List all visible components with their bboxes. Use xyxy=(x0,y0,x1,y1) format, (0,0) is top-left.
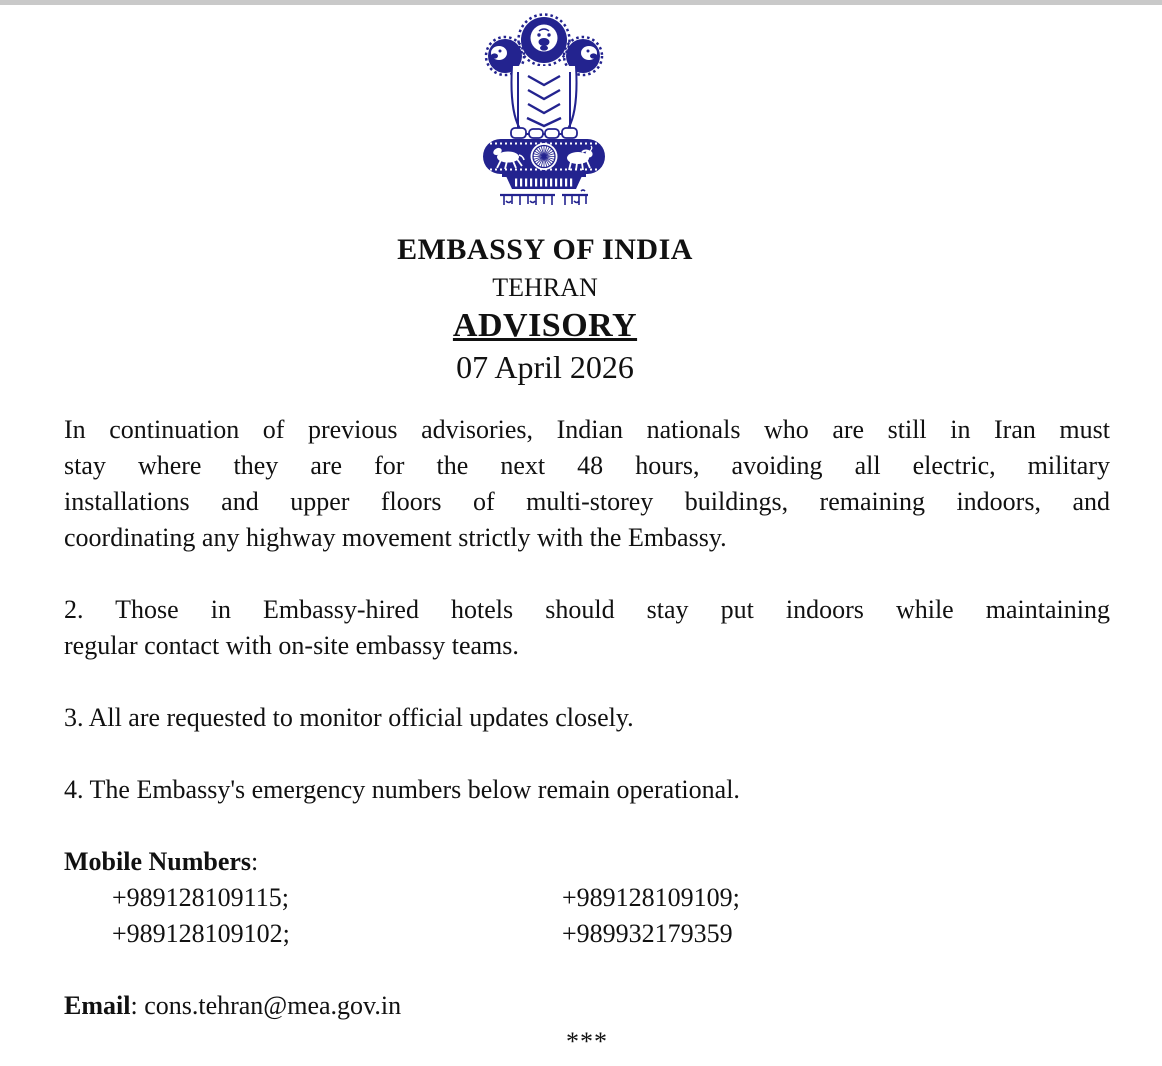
embassy-city: TEHRAN xyxy=(492,273,598,302)
phone-number-row xyxy=(64,880,1110,916)
email-separator: : xyxy=(130,991,145,1020)
paragraph-gap xyxy=(64,808,1110,844)
phone-number: +989128109102; xyxy=(112,919,290,948)
phone-number-row xyxy=(64,916,1110,952)
paragraph-gap xyxy=(64,664,1110,700)
emblem-motto-text xyxy=(500,190,588,205)
mobile-numbers-label: Mobile Numbers xyxy=(64,847,252,876)
phone-number: +989128109109; xyxy=(562,883,740,912)
mobile-numbers-heading xyxy=(64,844,1110,880)
window-top-border xyxy=(0,0,1162,5)
email-label: Email xyxy=(64,991,131,1020)
paragraph-line: stay where they are for the next 48 hours, avoiding all electric, military xyxy=(64,451,1110,480)
document-type: ADVISORY xyxy=(452,307,638,344)
document-date: 07 April 2026 xyxy=(456,349,634,385)
paragraph-2 xyxy=(64,592,1110,664)
mobile-numbers-colon: : xyxy=(251,847,259,876)
paragraph-line: In continuation of previous advisories, Indian nationals who are still in Iran must xyxy=(64,415,1110,444)
paragraph-gap xyxy=(64,556,1110,592)
email-address: cons.tehran@mea.gov.in xyxy=(144,991,402,1020)
letterhead xyxy=(64,229,1026,387)
paragraph-line: 2. Those in Embassy-hired hotels should stay put indoors while maintaining xyxy=(64,595,1110,624)
paragraph-gap xyxy=(64,736,1110,772)
embassy-title: EMBASSY OF INDIA xyxy=(397,233,693,266)
email-line xyxy=(64,988,1110,1024)
phone-number: +989128109115; xyxy=(112,883,289,912)
paragraph-line: installations and upper floors of multi-storey buildings, remaining indoors, and xyxy=(64,487,1110,516)
paragraph-4: 4. The Embassy's emergency numbers below remain operational. xyxy=(64,775,740,804)
paragraph-3: 3. All are requested to monitor official updates closely. xyxy=(64,703,634,732)
paragraph-gap xyxy=(64,952,1110,988)
advisory-body xyxy=(64,412,1110,1060)
paragraph-1 xyxy=(64,412,1110,556)
phone-number: +989932179359 xyxy=(562,919,733,948)
paragraph-line: coordinating any highway movement strictly with the Embassy. xyxy=(64,523,727,552)
lion-capital-icon xyxy=(478,8,610,210)
end-of-document-mark: *** xyxy=(566,1027,608,1056)
paragraph-line: regular contact with on-site embassy teams. xyxy=(64,631,519,660)
emblem-of-india xyxy=(478,8,610,210)
